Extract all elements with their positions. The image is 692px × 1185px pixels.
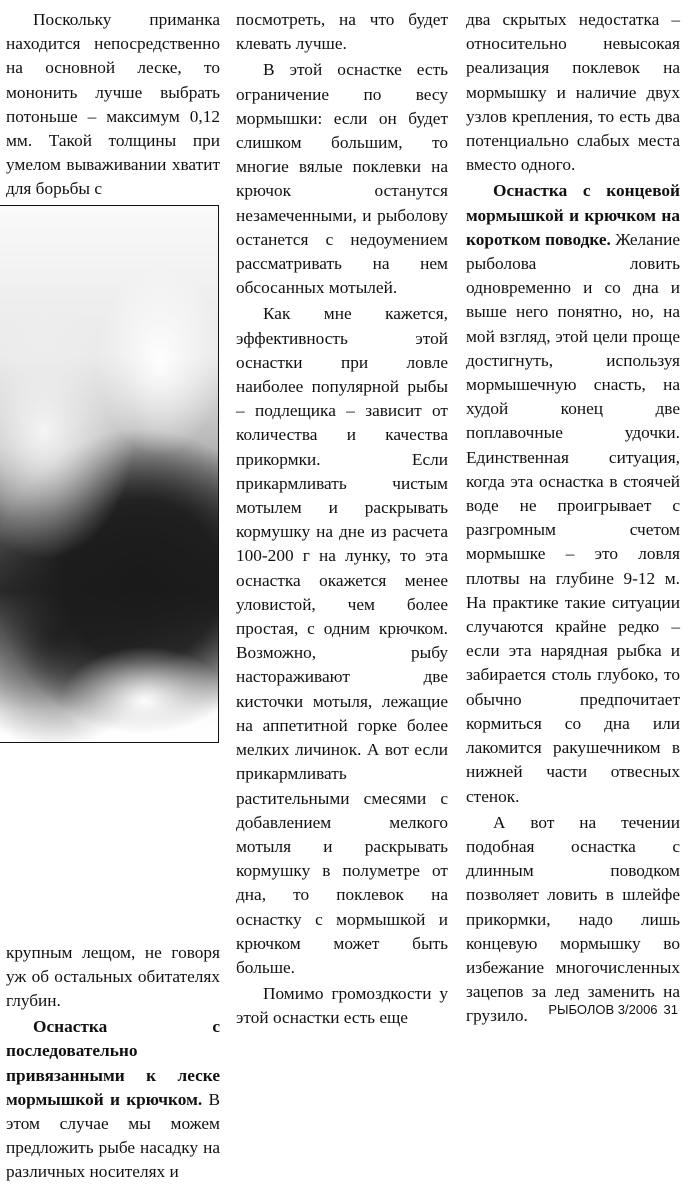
paragraph [6, 1015, 220, 1184]
photo-illustration [0, 205, 219, 743]
magazine-issue: РЫБОЛОВ 3/2006 [548, 1002, 658, 1017]
paragraph-text: Желание рыболова ловить одновременно и со дна и выше него понятно, но, на мой взгляд, этой цели проще достигнуть, используя мормышечную снасть, на худой конец две поплавочные удочки. Единственная ситуация, когда эта оснастка в стоячей воде не проигрывает с разгромным счетом мормышке – это ловля плотвы на глубине 9-12 м. На практике такие ситуации случаются крайне редко – если эта нарядная рыбка и забирается столь глубоко, то обычно предпочитает кормиться со дна или лакомится ракушечником в нижней части отвесных стенок. [466, 229, 681, 806]
paragraph: А вот на течении подобная оснастка с длинным поводком позволяет ловить в шлейфе прикормки, надо лишь концевую мормышку во избежание многочисленных зацепов за лед заменить на грузило. [466, 812, 680, 1026]
paragraph: В этой оснастке есть ограничение по весу мормышки: если он будет слишком большим, то многие вялые поклевки на крючок останутся незамеченными, и рыболову останется с недоумением рассматривать на нем обсосанных мотылей. [236, 60, 448, 298]
column-3 [466, 8, 680, 1029]
paragraph: Поскольку приманка находится непосредственно на основной леске, то мононить лучше выбрать потоньше – максимум 0,12 мм. Такой толщины при умелом вываживании хватит для борьбы с [6, 10, 220, 199]
page-footer [548, 1002, 678, 1017]
paragraph: Как мне кажется, эффективность этой оснастки при ловле наиболее популярной рыбы – подлещика – зависит от количества и качества прикормки. Если прикармливать чистым мотылем и раскрывать кормушку на дне из расчета 100-200 г на лунку, то эта оснастка окажется менее уловистой, чем более простая, с одним крючком. Возможно, рыбу настораживают две кисточки мотыля, лежащие на аппетитной горке более мелких личинок. А вот если прикармливать растительными смесями с добавлением мелкого мотыля и раскрывать кормушку в полуметре от дна, то поклевок на оснастку с мормышкой и крючком может быть больше. [236, 304, 448, 977]
paragraph-continued: посмотреть, на что будет клевать лучше. [236, 10, 448, 54]
photo-highlight [95, 266, 219, 456]
paragraph-text: В этом случае мы можем предложить рыбе насадку на различных носителях и [6, 1089, 220, 1182]
page-number: 31 [663, 1002, 678, 1017]
section-heading: Оснастка с концевой мормышкой и крючком на коротком поводке. [466, 181, 680, 249]
paragraph: Помимо громоздкости у этой оснастки есть еще [236, 984, 448, 1028]
section-heading: Оснастка с последовательно привязанными к леске мормышкой и крючком. [6, 1017, 220, 1109]
paragraph [466, 179, 680, 808]
paragraph-continued: два скрытых недостатка – относительно невысокая реализация поклевок на мормышку и наличие двух узлов крепления, то есть два потенциально слабых места вместо одного. [466, 10, 680, 175]
column-2 [236, 8, 448, 1031]
photo-bottom-light [60, 646, 219, 743]
paragraph-continued: крупным лещом, не говоря уж об остальных обитателях глубин. [6, 942, 220, 1011]
